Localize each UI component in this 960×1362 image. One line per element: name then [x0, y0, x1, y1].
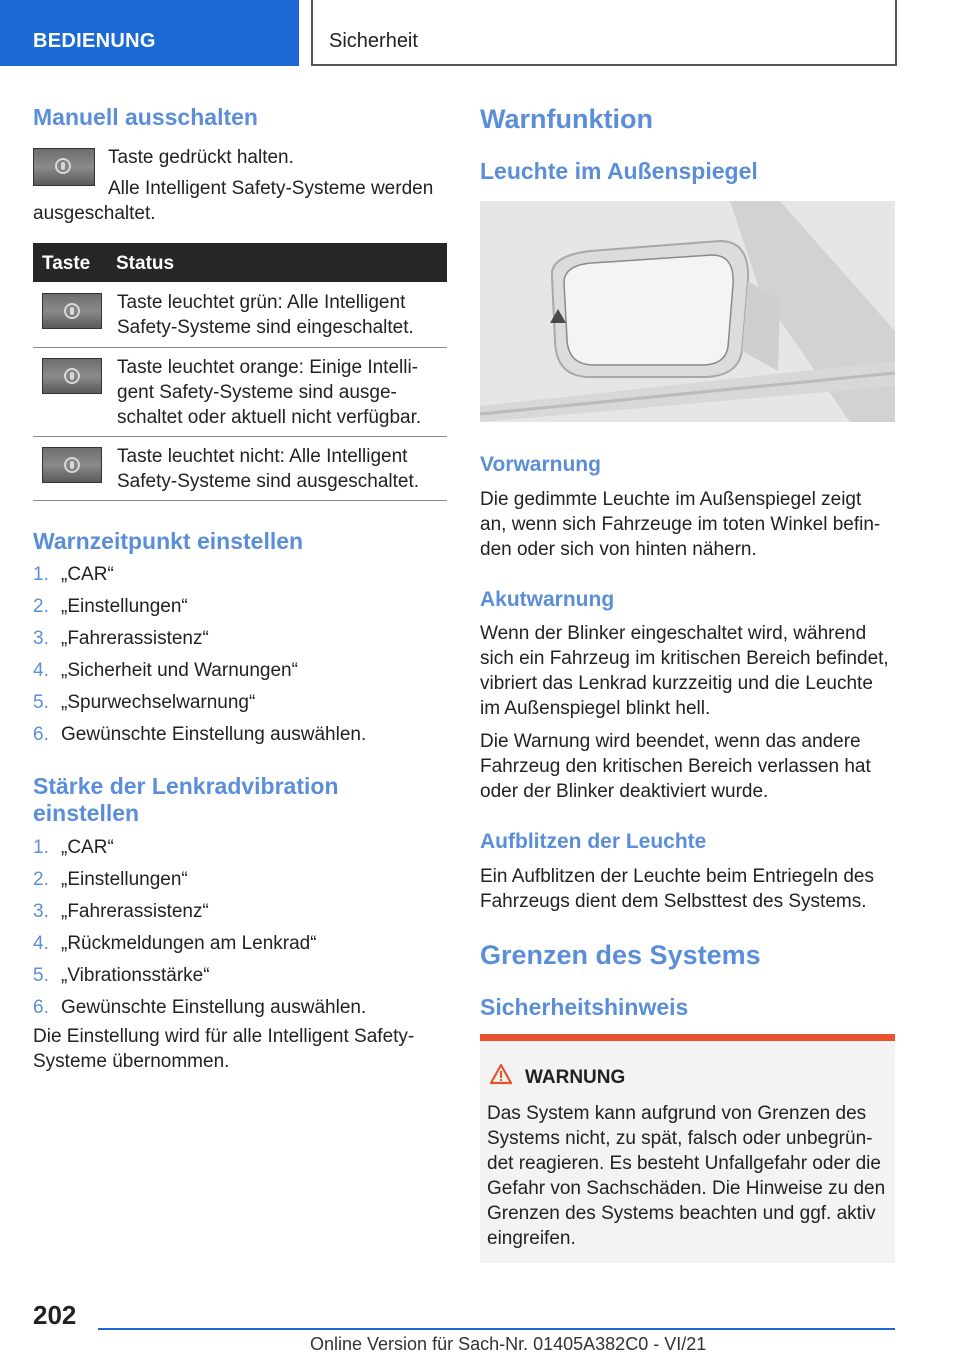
- list-item: 4. „Sicherheit und Warnungen“: [33, 660, 298, 681]
- safety-button-green-icon: [42, 293, 102, 329]
- list-item: 1. „CAR“: [33, 564, 114, 585]
- chapter-label: BEDIENUNG: [33, 30, 156, 52]
- list-item: 5. „Spurwechselwarnung“: [33, 692, 256, 713]
- list-item: 5. „Vibrationsstärke“: [33, 965, 210, 986]
- warning-text: Das System kann aufgrund von Grenzen des Systems nicht, zu spät, falsch oder unbegrün- det reagieren. Es besteht Unfallgefahr oder die Gefahr von Sachschäden. Die Hinweise zu den Grenzen des Systems beachten und ggf. aktiv eingreifen.: [487, 1103, 886, 1249]
- table-row: Taste leuchtet nicht: Alle Intelligent Safety-Systeme sind ausgeschaltet.: [117, 446, 420, 492]
- table-header-taste: Taste: [42, 253, 91, 274]
- page-number: 202: [33, 1300, 77, 1330]
- akut-paragraph-1: Wenn der Blinker eingeschaltet wird, während sich ein Fahrzeug im kritischen Bereich befindet, vibriert das Lenkrad kurzzeitig und die Leuchte im Außenspiegel blinkt hell.: [480, 623, 889, 719]
- safety-button-off-icon: [42, 447, 102, 483]
- table-header-status: Status: [116, 253, 175, 274]
- list-item: 3. „Fahrerassistenz“: [33, 901, 209, 922]
- heading-leuchte: Leuchte im Außenspiegel: [480, 158, 758, 184]
- chapter-tab: [0, 0, 299, 66]
- mirror-illustration: [480, 201, 895, 422]
- warning-box: [480, 1034, 895, 1263]
- manual-text-2b: ausgeschaltet.: [33, 203, 156, 224]
- manual-text-1: Taste gedrückt halten.: [108, 147, 294, 168]
- list-item: 6. Gewünschte Einstellung auswählen.: [33, 997, 367, 1018]
- steps-lenkradvibration: [33, 836, 447, 1028]
- section-tab: [311, 0, 897, 66]
- footer-version: Online Version für Sach-Nr. 01405A382C0 - VI/21: [310, 1334, 707, 1354]
- warning-title: WARNUNG: [525, 1067, 626, 1088]
- list-item: 3. „Fahrerassistenz“: [33, 628, 209, 649]
- list-item: 2. „Einstellungen“: [33, 596, 188, 617]
- akut-paragraph-2: Die Warnung wird beendet, wenn das andere Fahrzeug den kritischen Bereich verlassen hat oder der Blinker deaktiviert wurde.: [480, 731, 871, 802]
- vorwarnung-paragraph: Die gedimmte Leuchte im Außenspiegel zeigt an, wenn sich Fahrzeuge im toten Winkel befin- den oder sich von hinten nähern.: [480, 489, 881, 560]
- steps-warnzeitpunkt: [33, 563, 447, 755]
- heading-warnzeitpunkt: Warnzeitpunkt einstellen: [33, 528, 304, 554]
- aufblitzen-paragraph: Ein Aufblitzen der Leuchte beim Entriegeln des Fahrzeugs dient dem Selbsttest des Systems.: [480, 866, 874, 912]
- table-row: Taste leuchtet grün: Alle Intelligent Safety-Systeme sind eingeschaltet.: [117, 292, 414, 338]
- table-divider: [33, 500, 447, 501]
- table-row: Taste leuchtet orange: Einige Intelli- gent Safety-Systeme sind ausge- schaltet oder aktuell nicht verfügbar.: [117, 357, 422, 428]
- heading-grenzen: Grenzen des Systems: [480, 940, 761, 970]
- list-item: 2. „Einstellungen“: [33, 869, 188, 890]
- heading-akutwarnung: Akutwarnung: [480, 588, 615, 611]
- table-divider: [33, 436, 447, 437]
- warning-icon: [489, 1063, 513, 1085]
- heading-sicherheitshinweis: Sicherheitshinweis: [480, 994, 689, 1020]
- safety-button-icon: [33, 148, 95, 186]
- heading-manuell-ausschalten: Manuell ausschalten: [33, 104, 258, 130]
- heading-lenkradvibration: Stärke der Lenkradvibration einstellen: [33, 773, 339, 826]
- table-divider: [33, 347, 447, 348]
- heading-vorwarnung: Vorwarnung: [480, 453, 601, 476]
- note-text-a: Die Einstellung wird für alle Intelligent Safety-: [33, 1026, 415, 1047]
- manual-text-2a: Alle Intelligent Safety-Systeme werden: [108, 178, 434, 199]
- section-label: Sicherheit: [329, 30, 418, 52]
- footer-rule: [98, 1328, 895, 1330]
- list-item: 6. Gewünschte Einstellung auswählen.: [33, 724, 367, 745]
- list-item: 1. „CAR“: [33, 837, 114, 858]
- heading-aufblitzen: Aufblitzen der Leuchte: [480, 830, 707, 853]
- list-item: 4. „Rückmeldungen am Lenkrad“: [33, 933, 317, 954]
- status-table-header: [33, 243, 447, 282]
- safety-button-orange-icon: [42, 358, 102, 394]
- note-text-b: Systeme übernommen.: [33, 1051, 230, 1072]
- heading-warnfunktion: Warnfunktion: [480, 104, 653, 134]
